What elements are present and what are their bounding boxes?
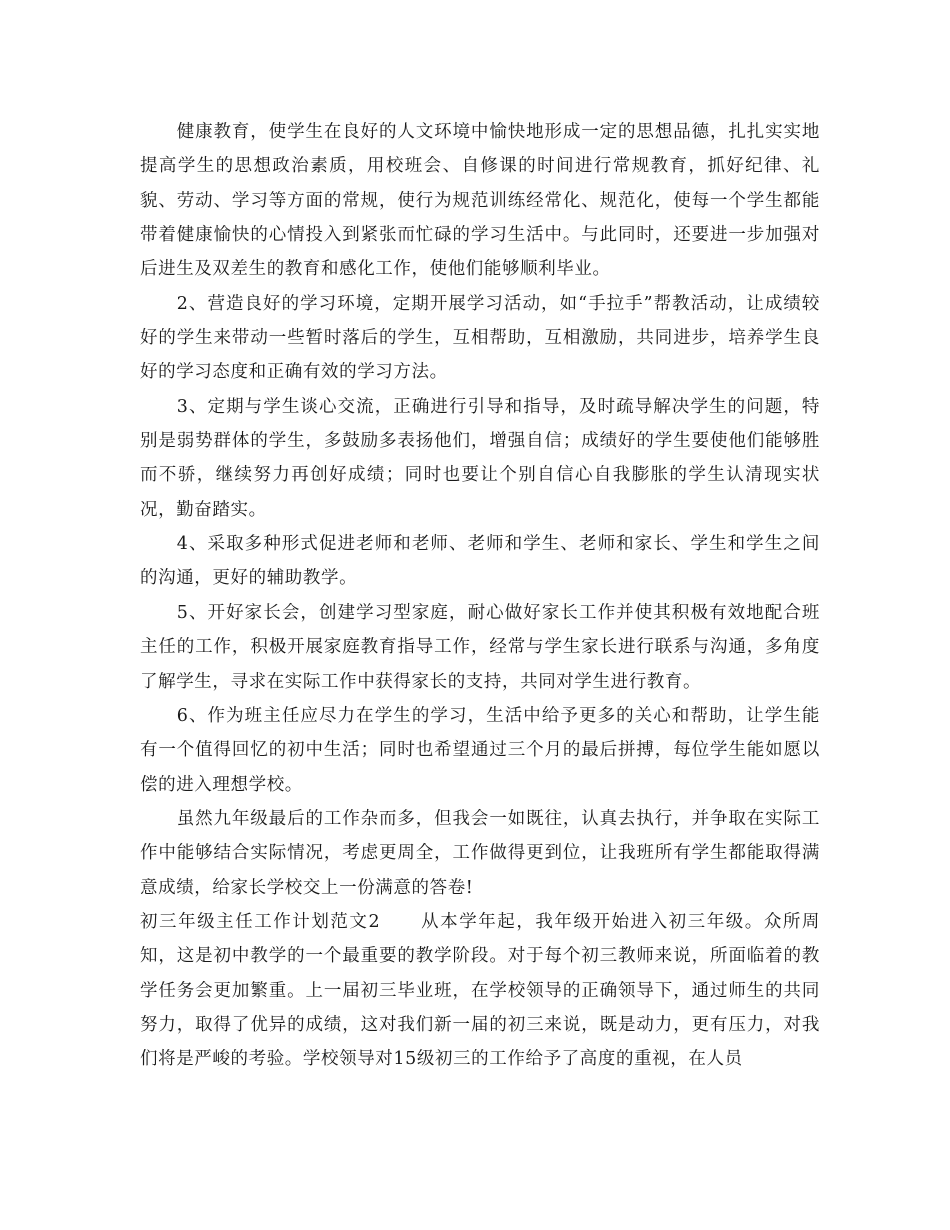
section-body-text: 从本学年起，我年级开始进入初三年级。众所周知，这是初中教学的一个最重要的教学阶段。对于每个初三教师来说，所面临着的教学任务会更加繁重。上一届初三毕业班，在学校领导的正确领导下，通过师生的共同努力，取得了优异的成绩，这对我们新一届的初三来说，既是动力，更有压力，对我们将是严峻的考验。学校领导对15级初三的工作给予了高度的重视，在人员 [140, 911, 820, 1070]
section-paragraph [140, 905, 820, 1077]
paragraph-item-3: 3、定期与学生谈心交流，正确进行引导和指导，及时疏导解决学生的问题，特别是弱势群体的学生，多鼓励多表扬他们，增强自信；成绩好的学生要使他们能够胜而不骄，继续努力再创好成绩；同时也要让个别自信心自我膨胀的学生认清现实状况，勤奋踏实。 [140, 396, 820, 520]
document-body [140, 115, 820, 1077]
paragraph-health-education: 健康教育，使学生在良好的人文环境中愉快地形成一定的思想品德，扎扎实实地提高学生的思想政治素质，用校班会、自修课的时间进行常规教育，抓好纪律、礼貌、劳动、学习等方面的常规，使行为规范训练经常化、规范化，使每一个学生都能带着健康愉快的心情投入到紧张而忙碌的学习生活中。与此同时，还要进一步加强对后进生及双差生的教育和感化工作，使他们能够顺利毕业。 [140, 122, 820, 280]
paragraph-item-2: 2、营造良好的学习环境，定期开展学习活动，如“手拉手”帮教活动，让成绩较好的学生来带动一些暂时落后的学生，互相帮助，互相激励，共同进步，培养学生良好的学习态度和正确有效的学习方法。 [140, 293, 820, 383]
paragraph-conclusion: 虽然九年级最后的工作杂而多，但我会一如既往，认真去执行，并争取在实际工作中能够结合实际情况，考虑更周全，工作做得更到位，让我班所有学生都能取得满意成绩，给家长学校交上一份满意的答卷! [140, 808, 820, 898]
paragraph-item-6: 6、作为班主任应尽力在学生的学习，生活中给予更多的关心和帮助，让学生能有一个值得回忆的初中生活；同时也希望通过三个月的最后拼搏，每位学生能如愿以偿的进入理想学校。 [140, 705, 820, 795]
paragraph-item-5: 5、开好家长会，创建学习型家庭，耐心做好家长工作并使其积极有效地配合班主任的工作，积极开展家庭教育指导工作，经常与学生家长进行联系与沟通，多角度了解学生，寻求在实际工作中获得家长的支持，共同对学生进行教育。 [140, 602, 820, 692]
paragraph-item-4: 4、采取多种形式促进老师和老师、老师和学生、老师和家长、学生和学生之间的沟通，更好的辅助教学。 [140, 534, 820, 589]
section-title: 初三年级主任工作计划范文2 [140, 911, 381, 932]
